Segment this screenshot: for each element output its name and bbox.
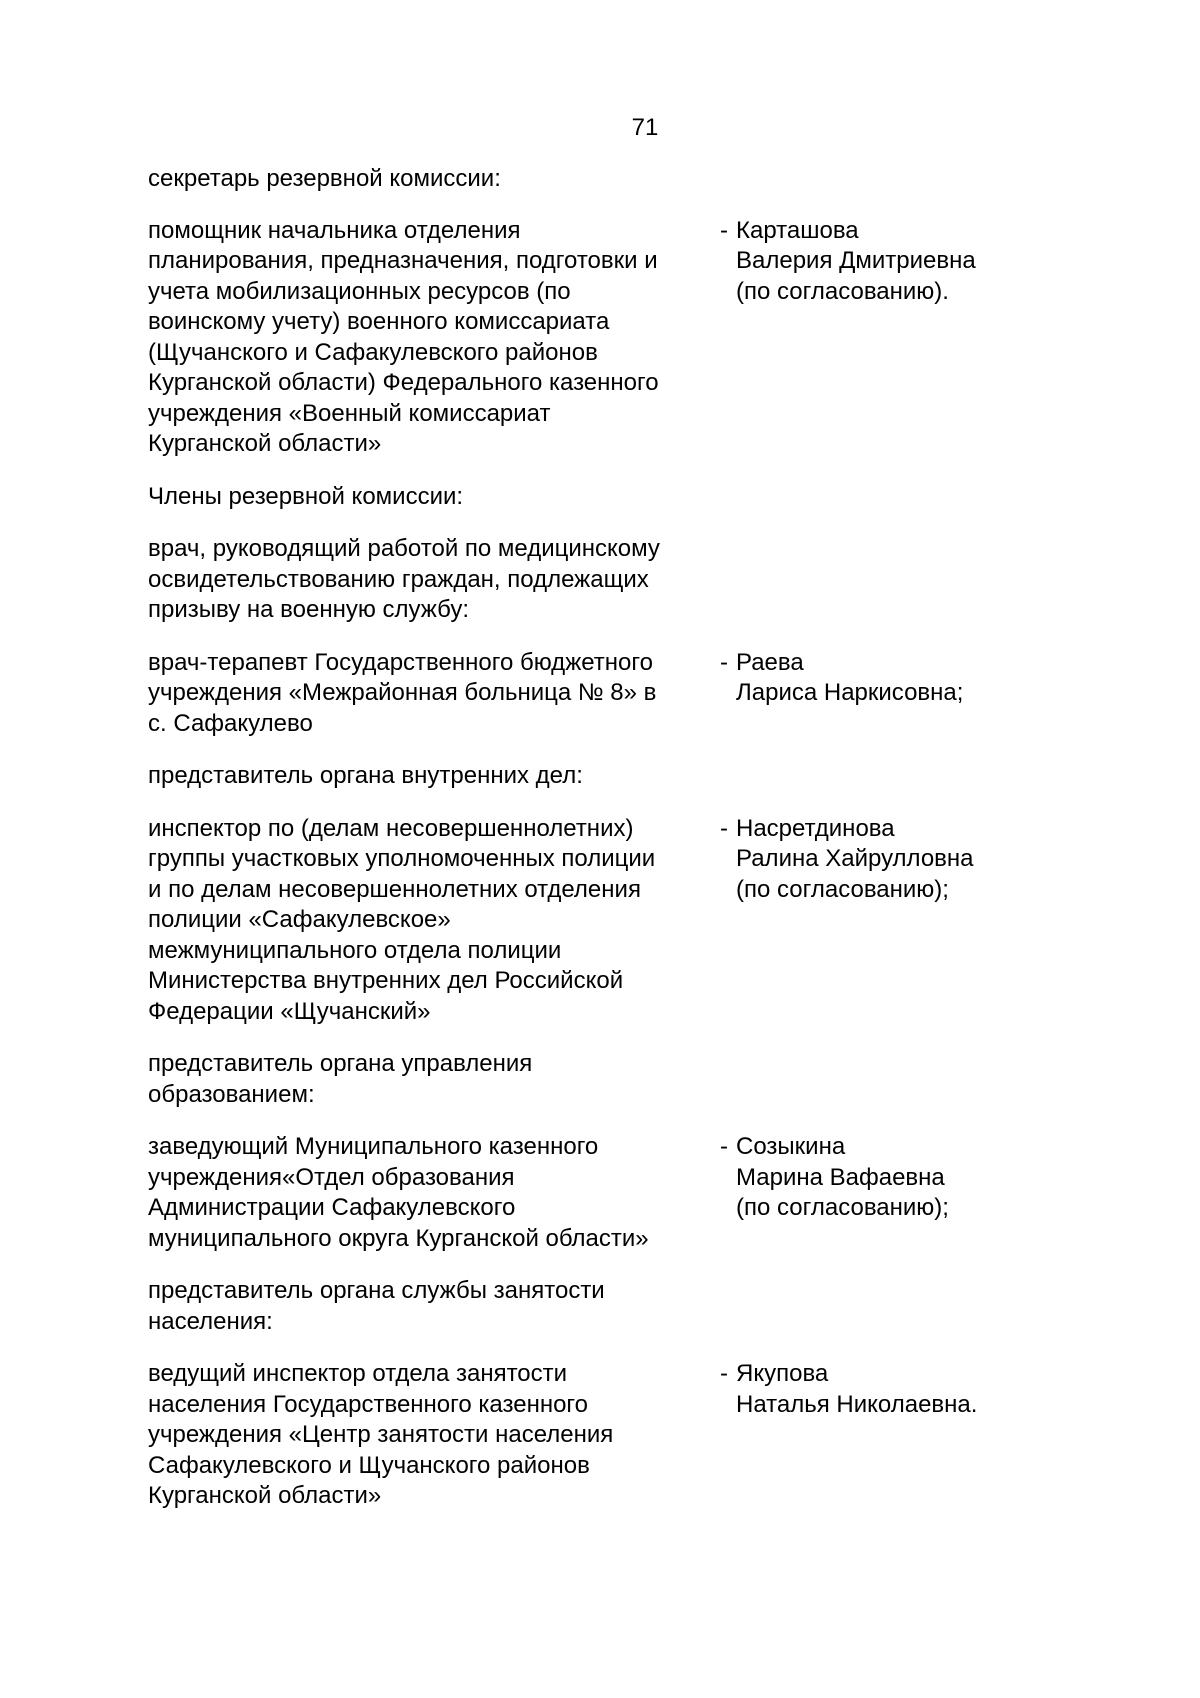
- member-person: [720, 648, 1048, 740]
- member-name: Раева Лариса Наркисовна;: [736, 648, 964, 706]
- member-entry-yakupova: [148, 1359, 1048, 1512]
- member-person: [720, 814, 1048, 1028]
- member-person: [720, 1132, 1048, 1254]
- page-number: 71: [631, 114, 659, 141]
- member-position: заведующий Муниципального казенного учреждения«Отдел образования Администрации Сафакулевского муниципального округа Курганской области»: [148, 1133, 649, 1252]
- page-number-container: [45, 113, 1200, 144]
- heading-employment: представитель органа службы занятости населения:: [148, 1277, 605, 1335]
- heading-secretary: секретарь резервной комиссии:: [148, 165, 501, 192]
- document-body: [148, 164, 1048, 1512]
- member-person: [720, 1359, 1048, 1512]
- member-name: Созыкина Марина Вафаевна (по согласованию);: [736, 1133, 949, 1221]
- dash: -: [720, 1360, 728, 1387]
- heading-internal-affairs: представитель органа внутренних дел:: [148, 762, 583, 789]
- heading-education: представитель органа управления образованием:: [148, 1050, 533, 1108]
- member-entry-nasretdinova: [148, 814, 1048, 1028]
- member-entry-kartashova: [148, 216, 1048, 460]
- member-position: врач-терапевт Государственного бюджетного учреждения «Межрайонная больница № 8» в с. Сафакулево: [148, 648, 657, 737]
- member-position: помощник начальника отделения планирования, предназначения, подготовки и учета мобилизационных ресурсов (по воинскому учету) военного комиссариата (Щучанского и Сафакулевского районов Курганской области) Федерального казенного учреждения «Военный комиссариат Курганской области»: [148, 216, 659, 457]
- member-name: Якупова Наталья Николаевна.: [736, 1360, 978, 1418]
- dash: -: [720, 216, 728, 244]
- member-entry-sozykina: [148, 1132, 1048, 1254]
- dash: -: [720, 648, 728, 676]
- dash: -: [720, 1133, 728, 1160]
- member-name: Насретдинова Ралина Хайрулловна (по согласованию);: [736, 814, 974, 903]
- heading-members: Члены резервной комиссии:: [148, 482, 464, 510]
- dash: -: [720, 814, 728, 842]
- member-position: инспектор по (делам несовершеннолетних) группы участковых уполномоченных полиции и по делам несовершеннолетних отделения полиции «Сафакулевское» межмуниципального отдела полиции Министерства внутренних дел Российской Федерации «Щучанский»: [148, 814, 656, 1025]
- member-position: ведущий инспектор отдела занятости населения Государственного казенного учреждения «Центр занятости населения Сафакулевского и Щучанского районов Курганской области»: [148, 1360, 614, 1509]
- member-name: Карташова Валерия Дмитриевна (по согласованию).: [736, 216, 976, 305]
- member-person: [720, 216, 1048, 460]
- heading-doctor: врач, руководящий работой по медицинскому освидетельствованию граждан, подлежащих призыву на военную службу:: [148, 535, 660, 623]
- member-entry-raeva: [148, 648, 1048, 740]
